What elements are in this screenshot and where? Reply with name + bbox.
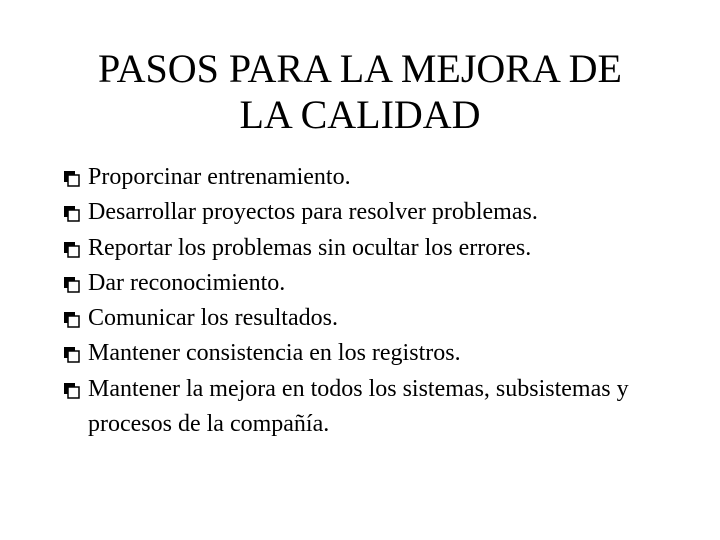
bullet-item (62, 336, 682, 371)
bullet-text: Mantener la mejora en todos los sistemas, subsistemas y procesos de la compañía. (88, 375, 629, 438)
bullet-item (62, 266, 682, 301)
title-line-1: PASOS PARA LA MEJORA DE (98, 46, 622, 91)
bullet-text: Reportar los problemas sin ocultar los errores. (88, 234, 532, 261)
slide-title (0, 46, 720, 138)
checkbox-square-icon (62, 275, 82, 294)
bullet-list (62, 160, 682, 442)
bullet-item (62, 372, 682, 443)
bullet-text: Dar reconocimiento. (88, 269, 286, 296)
title-line-2: LA CALIDAD (239, 92, 481, 137)
checkbox-square-icon (62, 345, 82, 364)
checkbox-square-icon (62, 381, 82, 400)
bullet-text: Desarrollar proyectos para resolver problemas. (88, 199, 538, 226)
checkbox-square-icon (62, 240, 82, 259)
bullet-item (62, 231, 682, 266)
bullet-text: Comunicar los resultados. (88, 305, 338, 332)
bullet-item (62, 195, 682, 230)
bullet-item (62, 301, 682, 336)
bullet-text: Proporcinar entrenamiento. (88, 164, 351, 190)
checkbox-square-icon (62, 204, 82, 223)
bullet-item (62, 160, 682, 195)
checkbox-square-icon (62, 310, 82, 329)
bullet-text: Mantener consistencia en los registros. (88, 340, 461, 367)
checkbox-square-icon (62, 169, 82, 188)
